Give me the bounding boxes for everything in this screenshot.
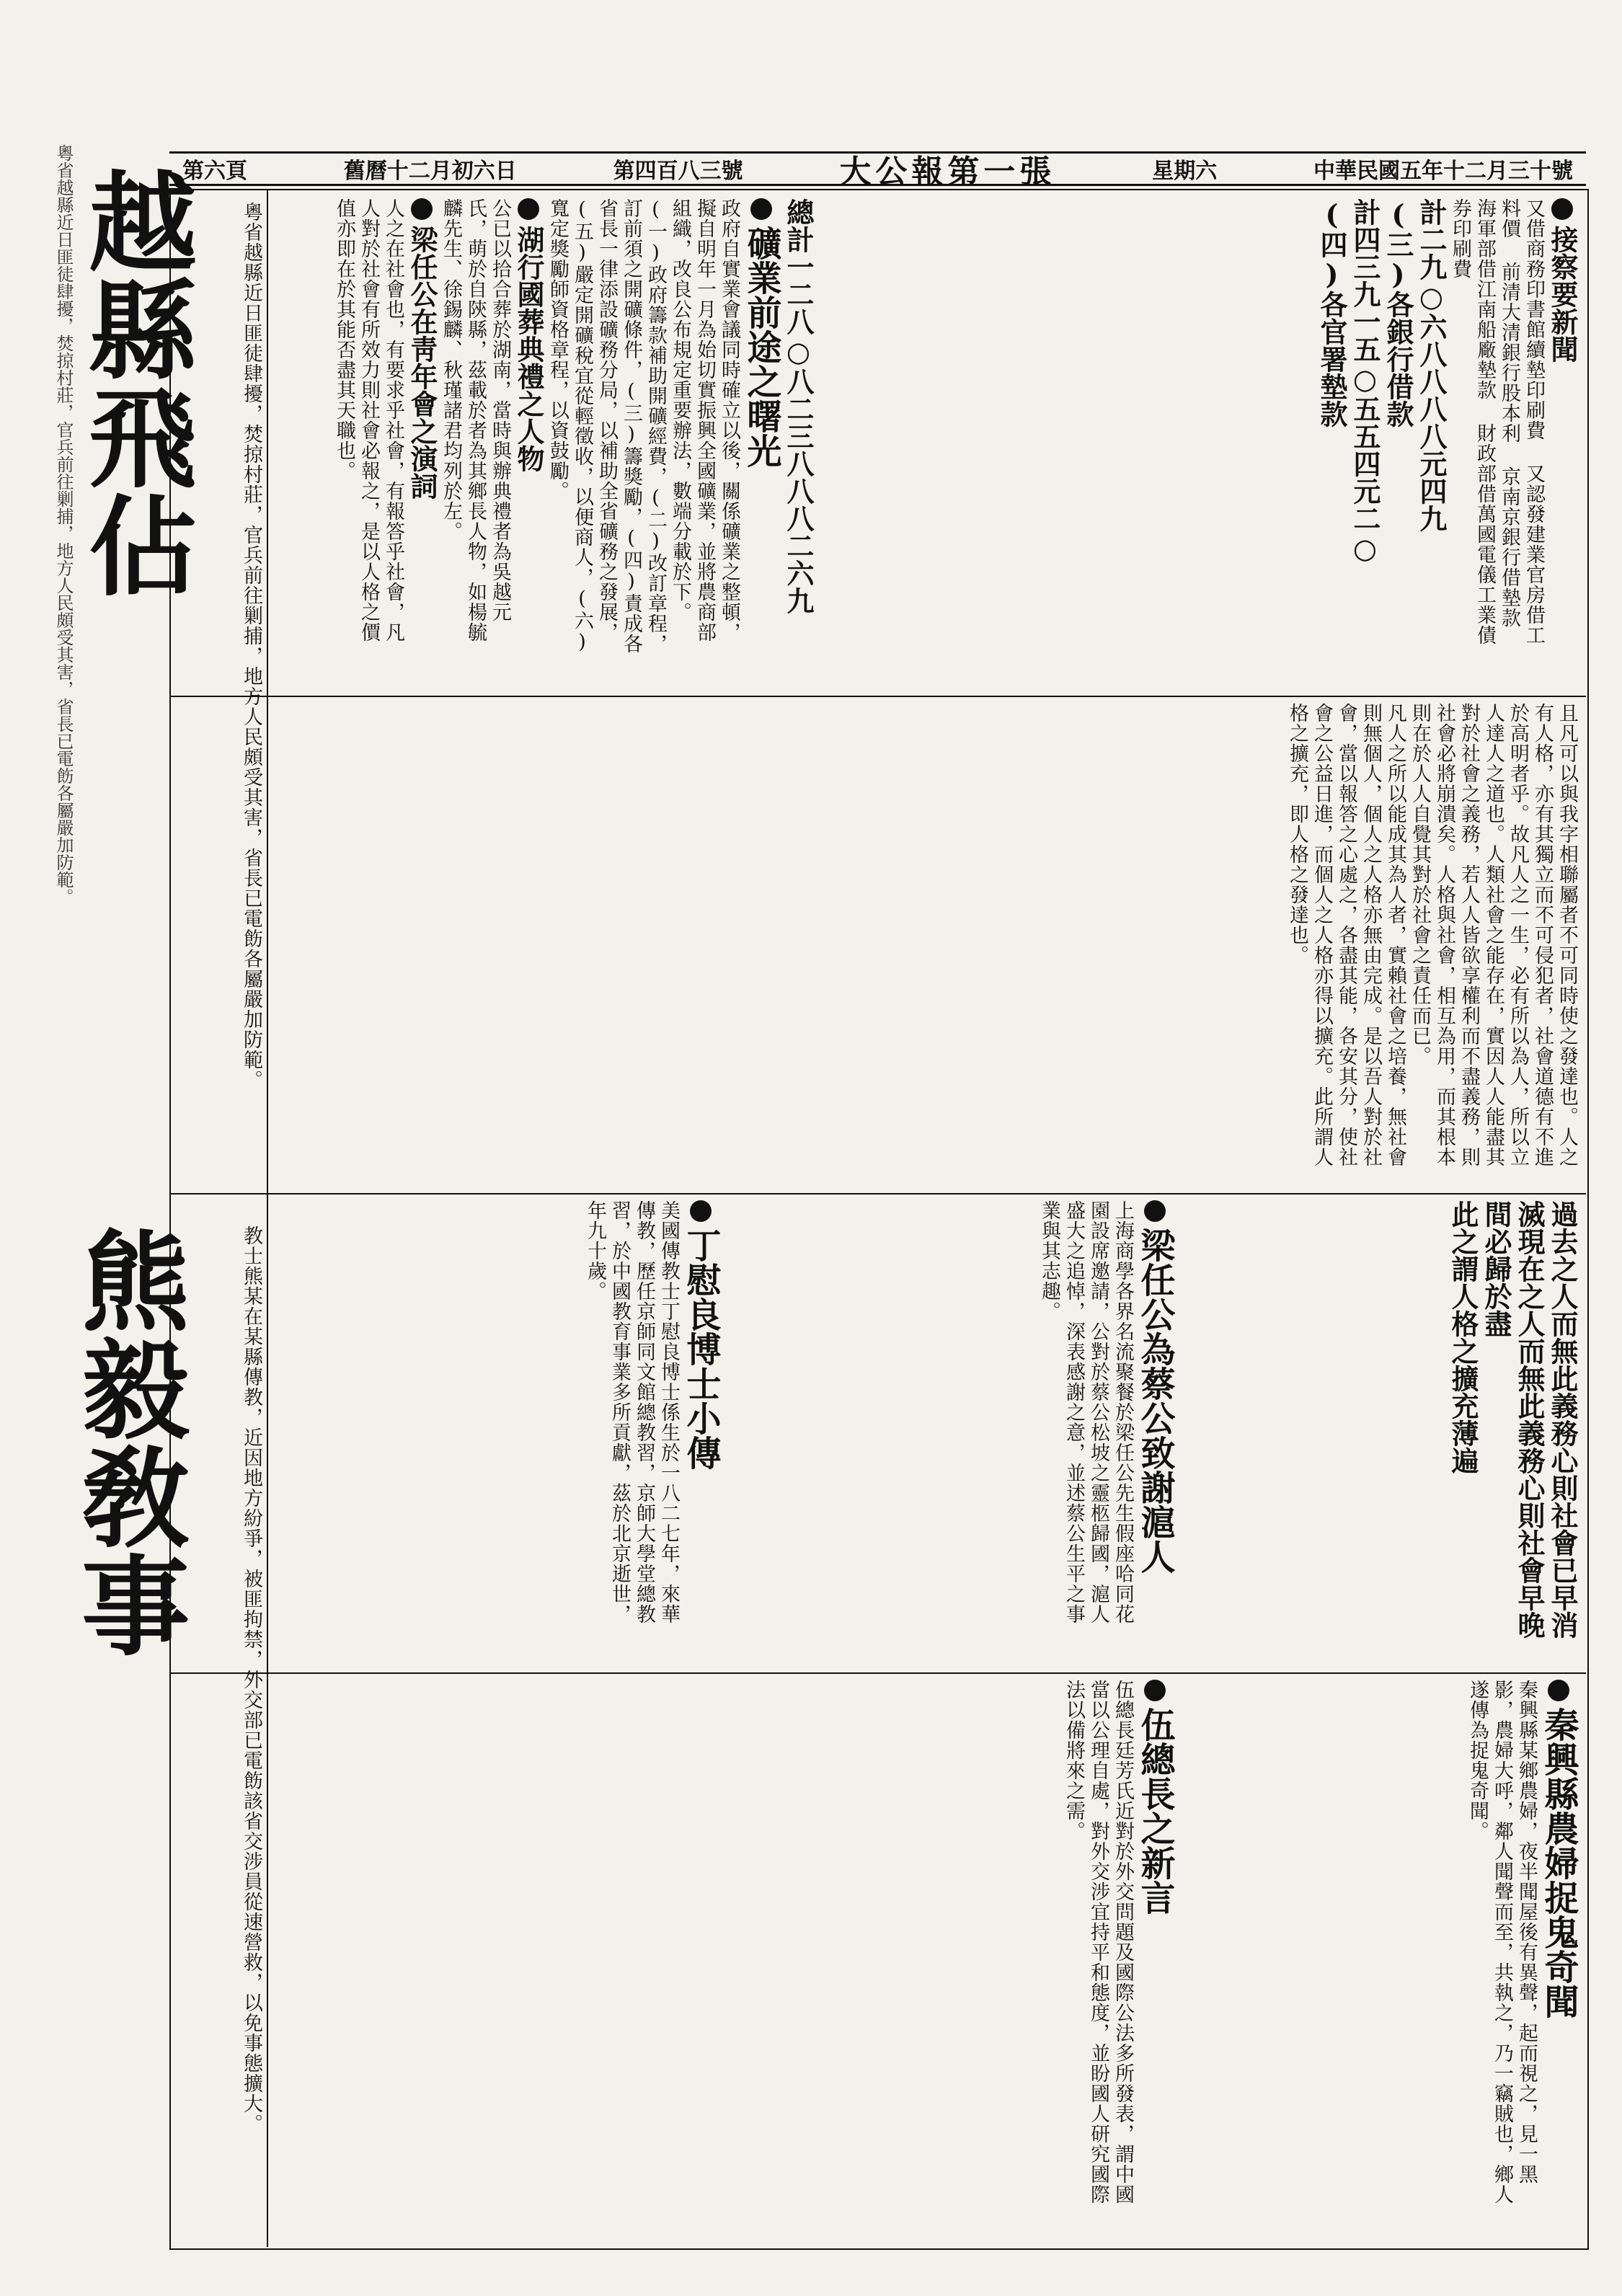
ghost-story-text: 秦興縣某鄉農婦，夜半聞屋後有異聲，起而視之，見一黑影，農婦大呼，鄰人聞聲而至，共執之，乃一竊賊也，鄉人遂傳為捉鬼奇聞。 [1466, 1680, 1538, 2204]
wu-speech-text: 伍總長廷芳氏近對於外交問題及國際公法多所發表，謂中國當以公理自處，對外交涉宜持平和態度，並盼國人研究國際法以備將來之需。 [1063, 1680, 1134, 2204]
date-republic: 中華民國五年十二月三十號 [1313, 159, 1573, 184]
bullet-icon [411, 198, 433, 220]
bank-loans-total: 計四三九一五○五五四元二○ [1349, 198, 1381, 564]
bank-loans-title: (三)各銀行借款 [1382, 198, 1414, 427]
news-digest-title: 接察要新聞 [1546, 198, 1579, 688]
ding-memorial-title: 丁慰良博士小傳 [681, 1200, 721, 1665]
news-digest-intro: 又借商務印書館續墊印刷費 又認發建業官房借工料價 前清大清銀行股本利 京南京銀行借墊款 海軍部借江南船廠墊款 財政部借萬國電儀工業債券印刷費 [1449, 198, 1545, 645]
headline-xiong-missionary: 熊毅敎事 [63, 1225, 190, 1658]
bullet-icon [1144, 1680, 1166, 1701]
bullet-icon [1144, 1200, 1166, 1222]
divider-top-band [169, 696, 1586, 697]
divider-mid-band [169, 1193, 1586, 1194]
mining-title: 礦業前途之曙光 [741, 198, 781, 688]
article-yue-county: 粵省越縣近日匪徒肆擾，焚掠村莊，官兵前往剿捕，地方人民頗受其害，省長已電飭各屬嚴加防範。 [240, 202, 262, 1090]
editorial-title: 過去之人而無此義務心則社會已早消滅現在之人而無此義務心則社會早晚間必歸於盡 [1480, 1200, 1579, 1639]
date-lunar: 舊曆十二月初六日 [343, 159, 517, 184]
bullet-icon [750, 198, 772, 220]
editorial [274, 703, 1579, 1186]
masthead [169, 151, 1586, 190]
bullet-icon [1551, 198, 1573, 220]
ding-memorial [274, 1200, 721, 1665]
govt-advances-title: (四)各官署墊款 [1316, 198, 1348, 427]
article-xiong-missionary: 教士熊某在某縣傳教，近因地方紛爭，被匪拘禁，外交部已電飭該省交涉員從速營救，以免事態擴大。 [240, 1225, 262, 2134]
mining-section [274, 198, 815, 688]
ghost-story [1182, 1680, 1579, 2242]
divider-left-column [267, 189, 268, 2247]
mining-text: 政府自實業會議同時確立以後，關係礦業之整頓，擬自明年一月為始切實振興全國礦業，並將農商部組織，改良公布規定重要辦法，數端分載於下。(一)政府籌款補助開礦經費，(二)改訂章程，訂前須之開礦條件，(三)籌獎勵，(四)責成各省長一律添設礦務分局，以補助全省礦務之發展，(五)嚴定開礦稅宜從輕徵收，以便商人，(六)寬定獎勵師資格章程，以資鼓勵。 [546, 198, 740, 654]
debt-total: 計二九○六八八八八元四九 [1415, 198, 1448, 532]
editorial-body-2: 凡人之所以能成其為人者，實賴社會之培養，無社會則無個人，個人之人格亦無由完成。是以吾人對於社會，當以報答之心處之，各盡其能，各安其分，使社會之公益日進，而個人之人格亦得以擴充。此所謂人格之擴充，即人格之發達也。 [1286, 703, 1406, 1167]
cai-memorial-text: 上海商學各界名流聚餐於梁任公先生假座哈同花園設席邀請，公對於蔡公松坡之靈柩歸國，滬人盛大之追悼，深表感謝之意，並述蔡公生平之事業與其志趣。 [1038, 1200, 1134, 1624]
weekday: 星期六 [1152, 159, 1218, 184]
wu-speech-title: 伍總長之新言 [1135, 1680, 1175, 2242]
paper-name: 大公報第一張 [839, 154, 1056, 190]
headline-yue-county: 越縣飛佔 [70, 166, 197, 598]
cai-memorial-title: 梁任公為蔡公致謝滬人 [1135, 1200, 1175, 1665]
news-digest [822, 198, 1579, 688]
editorial-body: 且凡可以與我字相聯屬者不可同時使之發達也。人之有人格，亦有其獨立而不可侵犯者，社會道德有不進於高明者乎。故凡人之一生，必有所以為人，所以立人達人之道也。人類社會之能存在，實因人人能盡其對於社會之義務，若人人皆欲享權利而不盡義務，則社會必將崩潰矣。人格與社會，相互為用，而其根本則在於人人自覺其對於社會之責任而已。 [1409, 703, 1578, 1167]
bullet-icon [518, 198, 539, 220]
ding-memorial-text: 美國傳教士丁慰良博士係生於一八二七年，來華傳教，歷任京師同文館總教習，京師大學堂總教習，於中國教育事業多所貢獻，茲於北京逝世，年九十歲。 [584, 1200, 680, 1624]
editorial-subtitle: 此之謂人格之擴充薄遍 [1447, 1200, 1479, 1474]
grand-total: 總計一二八○八二三八八八二六九 [782, 198, 815, 614]
speech-title: 梁任公在靑年會之演詞 [405, 198, 438, 688]
editorial-headline [1182, 1200, 1579, 1665]
bullet-icon [690, 1200, 712, 1222]
speech-text: 人之在社會也，有要求乎社會，有報答乎社會，凡人對於社會有所效力則社會必報之，是以人格之價值亦即在於其能否盡其天職也。 [333, 198, 404, 642]
wu-speech [274, 1680, 1175, 2242]
ghost-story-title: 秦興縣農婦捉鬼奇聞 [1538, 1680, 1579, 2242]
page-number: 第六頁 [182, 159, 248, 184]
figures-title: 湖行國葬典禮之人物 [512, 198, 545, 688]
issue-number: 第四百八三號 [613, 159, 743, 184]
bullet-icon [1548, 1680, 1569, 1701]
figures-text: 公已以拾合葬於湖南，當時與辦典禮者為吳越元氏，萌於自陝縣，茲載於者為其鄉長人物，如楊毓麟先生、徐錫麟、秋瑾諸君均列於左。 [440, 198, 511, 642]
left-edge-strip: 粵省越縣近日匪徒肆擾，焚掠村莊，官兵前往剿捕，地方人民頗受其害，省長已電飭各屬嚴加防範。 [53, 144, 74, 905]
divider-low-band [169, 1672, 1586, 1674]
cai-memorial [728, 1200, 1175, 1665]
